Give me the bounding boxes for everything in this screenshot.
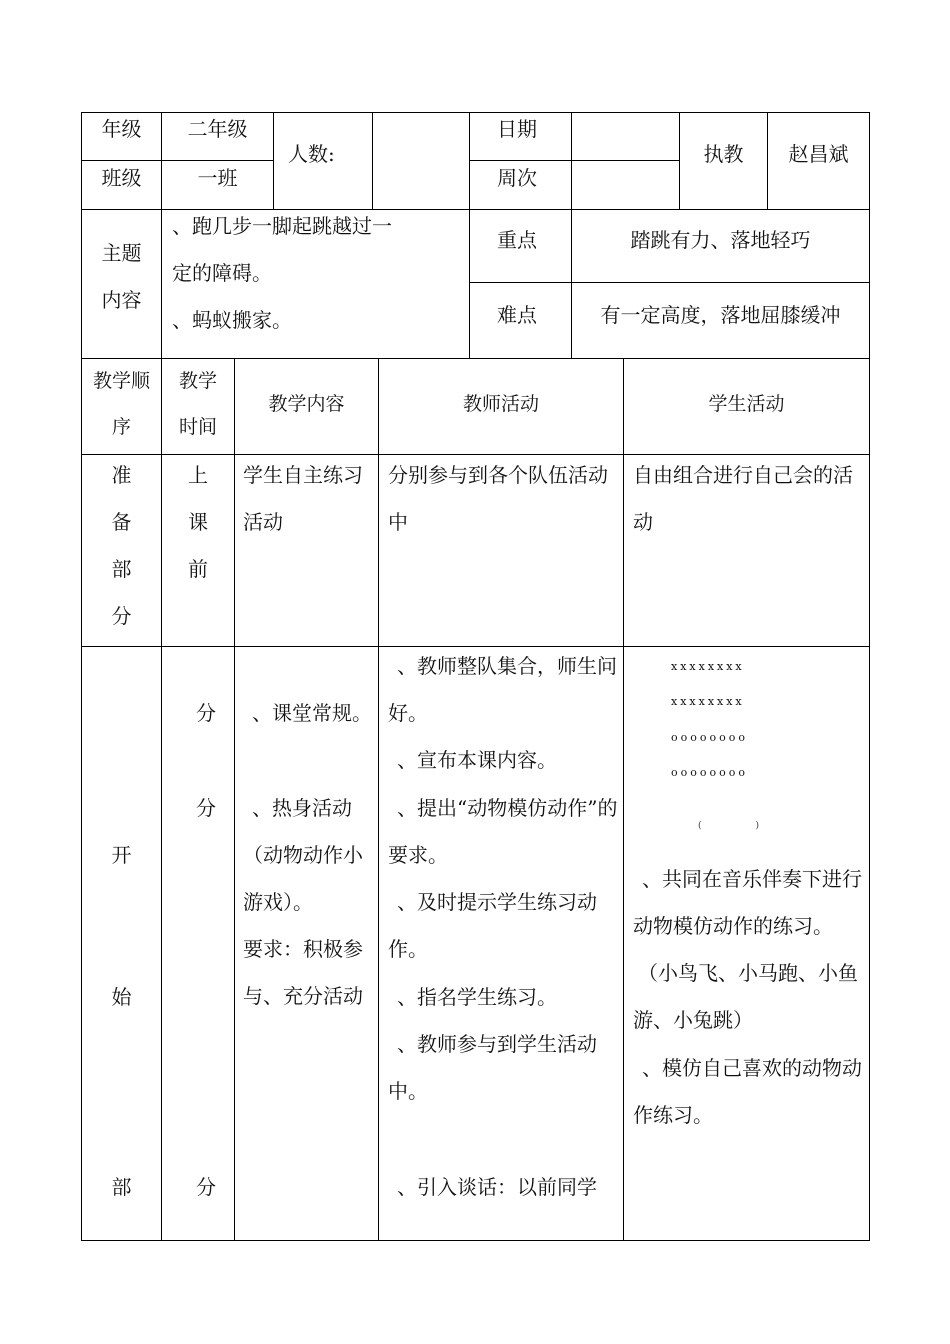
class-value: 一班 bbox=[197, 166, 238, 190]
difficulty-value: 有一定高度，落地屈膝缓冲 bbox=[600, 303, 841, 327]
prep-content: 学生自主练习活动 bbox=[243, 463, 363, 534]
week-label: 周次 bbox=[497, 166, 537, 190]
col-divider bbox=[571, 112, 572, 210]
start-time-minutes: 分 bbox=[196, 796, 216, 820]
prep-time-char: 课 bbox=[188, 510, 208, 534]
col-header-order-line2: 序 bbox=[111, 416, 131, 438]
prep-time-char: 前 bbox=[188, 557, 208, 581]
start-part-char: 始 bbox=[111, 985, 132, 1009]
grade-value: 二年级 bbox=[187, 117, 248, 141]
start-part-char: 部 bbox=[111, 1175, 132, 1199]
topic-content-line2: 定的障碍。 bbox=[172, 261, 272, 285]
formation-row: oooooooo bbox=[671, 766, 748, 779]
teacher-activity-line: 、引入谈话：以前同学 bbox=[397, 1175, 597, 1199]
grade-label: 年级 bbox=[101, 117, 142, 141]
date-label: 日期 bbox=[497, 117, 537, 141]
key-point-label: 重点 bbox=[497, 228, 537, 252]
teacher-activity-line: 、宣布本课内容。 bbox=[397, 748, 557, 772]
col-divider bbox=[273, 112, 274, 210]
col-divider bbox=[378, 358, 379, 1241]
start-content-small-text bbox=[243, 1052, 333, 1075]
col-header-teacher: 教师活动 bbox=[462, 393, 539, 415]
prep-part-char: 部 bbox=[111, 557, 132, 581]
teacher-activity-line: 、教师整队集合，师生问好。 bbox=[388, 654, 617, 725]
start-content-small-text bbox=[243, 1075, 306, 1098]
formation-caption: ( ) bbox=[698, 821, 760, 831]
topic-label-line1: 主题 bbox=[101, 241, 142, 265]
start-time-minutes: 分 bbox=[196, 701, 216, 725]
student-activity-line: （小鸟飞、小马跑、小鱼游、小兔跳） bbox=[633, 961, 858, 1032]
col-divider bbox=[623, 358, 624, 1241]
col-header-student: 学生活动 bbox=[708, 393, 785, 415]
start-content-warmup: 、热身活动（动物动作小游戏）。 bbox=[243, 796, 363, 914]
teacher-activity-line: 、提出“动物模仿动作”的要求。 bbox=[388, 796, 618, 867]
col-header-time-line1: 教学 bbox=[178, 370, 217, 392]
col-divider bbox=[234, 358, 235, 1241]
col-header-time-line2: 时间 bbox=[178, 416, 217, 438]
class-label: 班级 bbox=[101, 166, 142, 190]
teacher-label: 执教 bbox=[703, 142, 744, 166]
formation-row: xxxxxxxx bbox=[671, 695, 745, 708]
prep-time-char: 上 bbox=[188, 463, 208, 487]
prep-part-char: 分 bbox=[111, 604, 132, 628]
prep-part-char: 准 bbox=[111, 463, 132, 487]
start-time-minutes: 分 bbox=[196, 1175, 216, 1199]
student-activity-line: 、模仿自己喜欢的动物动作练习。 bbox=[633, 1056, 862, 1127]
col-header-content: 教学内容 bbox=[268, 393, 345, 415]
formation-row: oooooooo bbox=[671, 731, 748, 744]
student-activity-line: 、共同在音乐伴奏下进行动物模仿动作的练习。 bbox=[633, 867, 862, 938]
teacher-activity-line: 、教师参与到学生活动中。 bbox=[388, 1032, 597, 1103]
teacher-name: 赵昌斌 bbox=[788, 142, 849, 166]
table-border-bottom bbox=[81, 1240, 870, 1241]
count-label: 人数: bbox=[288, 142, 335, 166]
teacher-activity-line: 、及时提示学生练习动作。 bbox=[388, 890, 597, 961]
start-content-requirement: 要求：积极参与、充分活动 bbox=[243, 937, 363, 1008]
start-content-routine: 、课堂常规。 bbox=[252, 701, 372, 725]
difficulty-label: 难点 bbox=[497, 303, 537, 327]
topic-content-line3: 、蚂蚁搬家。 bbox=[172, 308, 292, 332]
col-divider bbox=[469, 112, 470, 359]
prep-part-char: 备 bbox=[111, 510, 132, 534]
start-content-small-text bbox=[243, 1098, 306, 1121]
teacher-activity-line: 、指名学生练习。 bbox=[397, 985, 557, 1009]
formation-row: xxxxxxxx bbox=[671, 660, 745, 673]
col-header-order-line1: 教学顺 bbox=[92, 370, 150, 392]
formation-teacher-marker bbox=[722, 792, 731, 815]
row-divider bbox=[469, 282, 870, 283]
prep-student-activity: 自由组合进行自己会的活动 bbox=[633, 463, 853, 534]
start-part-char: 开 bbox=[111, 843, 132, 867]
topic-label-line2: 内容 bbox=[101, 288, 142, 312]
topic-content-line1: 、跑几步一脚起跳越过一 bbox=[172, 214, 392, 238]
col-divider bbox=[372, 112, 373, 210]
key-point-value: 踏跳有力、落地轻巧 bbox=[630, 228, 811, 252]
prep-teacher-activity: 分别参与到各个队伍活动中 bbox=[388, 463, 608, 534]
